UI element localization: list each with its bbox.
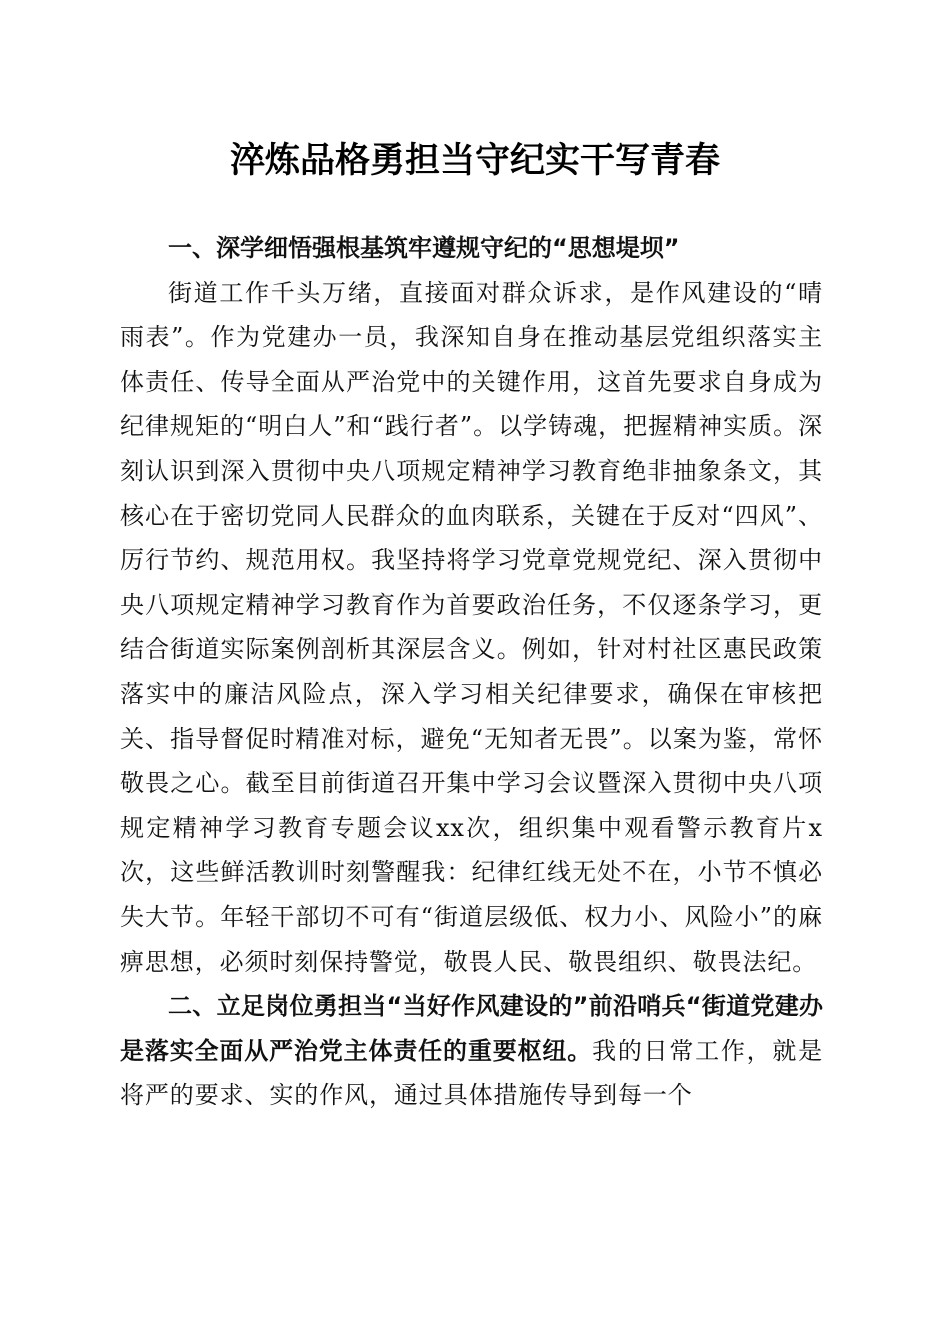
section-1-heading: 一、深学细悟强根基筑牢遵规守纪的“思想堤坝”: [168, 234, 680, 262]
document-body: [120, 226, 823, 1118]
section-1-paragraph: 街道工作千头万绪，直接面对群众诉求，是作风建设的“晴雨表”。作为党建办一员，我深知自身在推动基层党组织落实主体责任、传导全面从严治党中的关键作用，这首先要求自身成为纪律规矩的“明白人”和“践行者”。以学铸魂，把握精神实质。深刻认识到深入贯彻中央八项规定精神学习教育绝非抽象条文，其核心在于密切党同人民群众的血肉联系，关键在于反对“四风”、厉行节约、规范用权。我坚持将学习党章党规党纪、深入贯彻中央八项规定精神学习教育作为首要政治任务，不仅逐条学习，更结合街道实际案例剖析其深层含义。例如，针对村社区惠民政策落实中的廉洁风险点，深入学习相关纪律要求，确保在审核把关、指导督促时精准对标，避免“无知者无畏”。以案为鉴，常怀敬畏之心。截至目前街道召开集中学习会议暨深入贯彻中央八项规定精神学习教育专题会议xx次，组织集中观看警示教育片x次，这些鲜活教训时刻警醒我：纪律红线无处不在，小节不慎必失大节。年轻干部切不可有“街道层级低、权力小、风险小”的麻痹思想，必须时刻保持警觉，敬畏人民、敬畏组织、敬畏法纪。: [120, 278, 823, 976]
section-2-body: 我的日常工作，就是将严的要求、实的作风，通过具体措施传导到每一个: [120, 1036, 823, 1110]
section-2-heading: 二、立足岗位勇担当“当好作风建设的”前沿哨兵“街道党建办是落实全面从严治党主体责任的重要枢纽。: [120, 992, 823, 1065]
section-2-paragraph: [120, 984, 823, 1118]
document-title: 淬炼品格勇担当守纪实干写青春: [229, 140, 720, 181]
